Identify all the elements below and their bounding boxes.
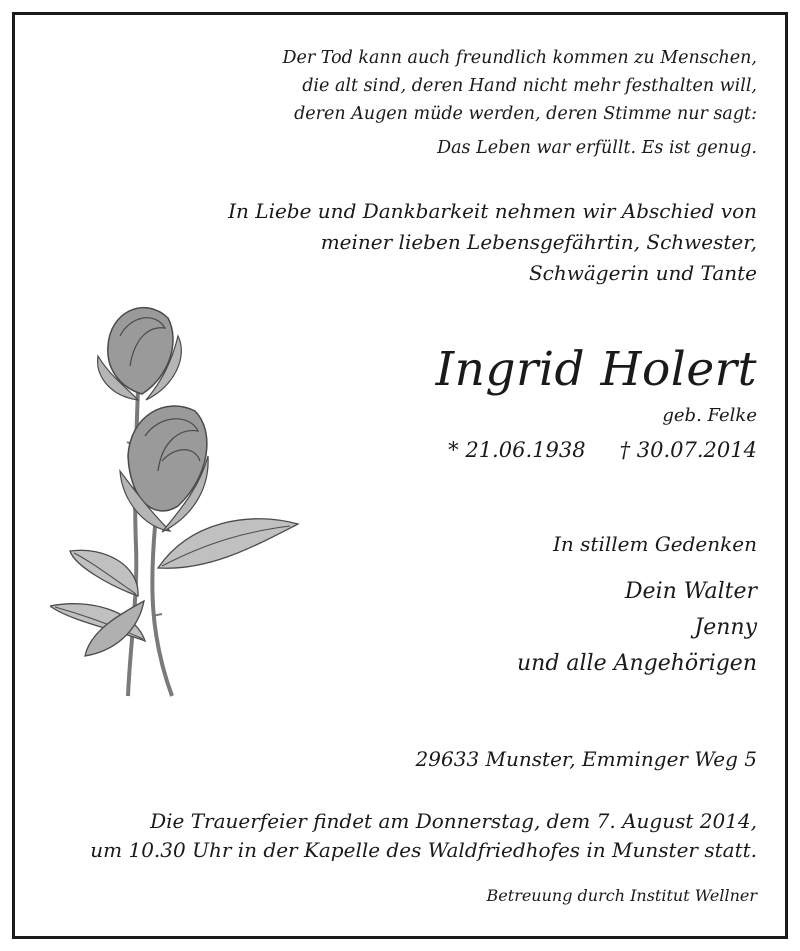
address: 29633 Munster, Emminger Weg 5 (415, 747, 757, 771)
verse-line-4: Das Leben war erfüllt. Es ist genug. (437, 138, 757, 158)
birth-date: * 21.06.1938 (448, 438, 586, 462)
ceremony-info (90, 807, 757, 865)
mourners-list (517, 574, 757, 682)
death-date: † 30.07.2014 (619, 438, 757, 462)
verse-line-3: deren Augen müde werden, deren Stimme nur sagt: (294, 104, 757, 124)
verse-line-1: Der Tod kann auch freundlich kommen zu Menschen, (282, 48, 757, 68)
mourners-heading: In stillem Gedenken (553, 532, 757, 556)
birth-name: geb. Felke (662, 405, 757, 426)
mourner-3: und alle Angehörigen (516, 651, 757, 676)
undertaker-note: Betreuung durch Institut Wellner (486, 886, 757, 905)
verse (282, 44, 757, 162)
ceremony-line-2: um 10.30 Uhr in der Kapelle des Waldfriedhofes in Munster statt. (90, 838, 757, 862)
life-dates (448, 438, 757, 462)
rose-illustration (50, 296, 300, 698)
intro-line-2: meiner lieben Lebensgefährtin, Schwester, (320, 230, 757, 254)
mourner-2: Jenny (694, 615, 757, 640)
intro-line-1: In Liebe und Dankbarkeit nehmen wir Abschied von (228, 199, 757, 223)
deceased-name: Ingrid Holert (435, 342, 757, 397)
ceremony-line-1: Die Trauerfeier findet am Donnerstag, dem 7. August 2014, (150, 809, 757, 833)
mourner-1: Dein Walter (624, 579, 757, 604)
verse-line-2: die alt sind, deren Hand nicht mehr festhalten will, (302, 76, 757, 96)
intro-text (228, 196, 757, 289)
intro-line-3: Schwägerin und Tante (528, 261, 757, 285)
